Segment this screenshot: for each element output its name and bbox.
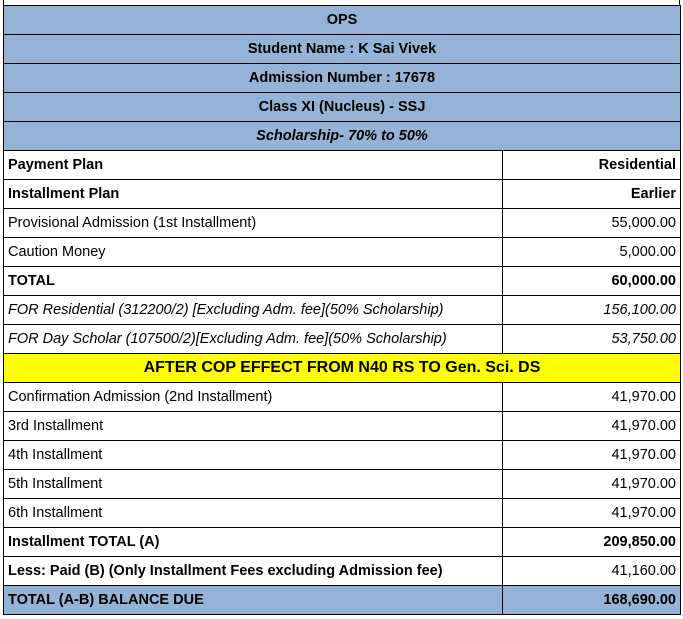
table-row <box>4 238 681 267</box>
admission-number: Admission Number : 17678 <box>4 64 681 93</box>
table-row <box>4 296 681 325</box>
row-label: Caution Money <box>4 238 503 267</box>
row-label: FOR Residential (312200/2) [Excluding Adm. fee](50% Scholarship) <box>4 296 503 325</box>
total-label: TOTAL <box>4 267 503 296</box>
fee-statement-sheet <box>3 5 680 615</box>
table-row <box>4 209 681 238</box>
scholarship-row <box>4 122 681 151</box>
table-row <box>4 412 681 441</box>
less-paid-row <box>4 557 681 586</box>
row-value: 41,970.00 <box>503 412 681 441</box>
row-label: FOR Day Scholar (107500/2)[Excluding Adm. fee](50% Scholarship) <box>4 325 503 354</box>
row-label: 4th Installment <box>4 441 503 470</box>
total-row <box>4 267 681 296</box>
class-row <box>4 93 681 122</box>
table-row <box>4 325 681 354</box>
table-row <box>4 470 681 499</box>
table-row <box>4 499 681 528</box>
row-label: 5th Installment <box>4 470 503 499</box>
balance-due-value: 168,690.00 <box>503 586 681 615</box>
row-value: 41,970.00 <box>503 441 681 470</box>
school-title: OPS <box>4 6 681 35</box>
installment-total-value: 209,850.00 <box>503 528 681 557</box>
student-name-row <box>4 35 681 64</box>
table-row <box>4 383 681 412</box>
balance-due-label: TOTAL (A-B) BALANCE DUE <box>4 586 503 615</box>
installment-plan-row <box>4 180 681 209</box>
installment-total-label: Installment TOTAL (A) <box>4 528 503 557</box>
balance-due-row <box>4 586 681 615</box>
row-label: Confirmation Admission (2nd Installment) <box>4 383 503 412</box>
scholarship-info: Scholarship- 70% to 50% <box>4 122 681 151</box>
row-value: 41,970.00 <box>503 499 681 528</box>
row-value: 55,000.00 <box>503 209 681 238</box>
student-name: Student Name : K Sai Vivek <box>4 35 681 64</box>
admission-number-row <box>4 64 681 93</box>
payment-plan-row <box>4 151 681 180</box>
row-value: 156,100.00 <box>503 296 681 325</box>
class-name: Class XI (Nucleus) - SSJ <box>4 93 681 122</box>
header-title-row <box>4 6 681 35</box>
table-row <box>4 441 681 470</box>
row-value: 41,970.00 <box>503 470 681 499</box>
cop-banner-row <box>4 354 681 383</box>
installment-plan-value: Earlier <box>503 180 681 209</box>
less-paid-value: 41,160.00 <box>503 557 681 586</box>
row-label: 6th Installment <box>4 499 503 528</box>
payment-plan-label: Payment Plan <box>4 151 503 180</box>
row-value: 5,000.00 <box>503 238 681 267</box>
payment-plan-value: Residential <box>503 151 681 180</box>
total-value: 60,000.00 <box>503 267 681 296</box>
row-value: 53,750.00 <box>503 325 681 354</box>
installment-plan-label: Installment Plan <box>4 180 503 209</box>
less-paid-label: Less: Paid (B) (Only Installment Fees excluding Admission fee) <box>4 557 503 586</box>
row-label: Provisional Admission (1st Installment) <box>4 209 503 238</box>
fee-table <box>3 5 681 615</box>
row-value: 41,970.00 <box>503 383 681 412</box>
cop-banner: AFTER COP EFFECT FROM N40 RS TO Gen. Sci. DS <box>4 354 681 383</box>
installment-total-row <box>4 528 681 557</box>
row-label: 3rd Installment <box>4 412 503 441</box>
